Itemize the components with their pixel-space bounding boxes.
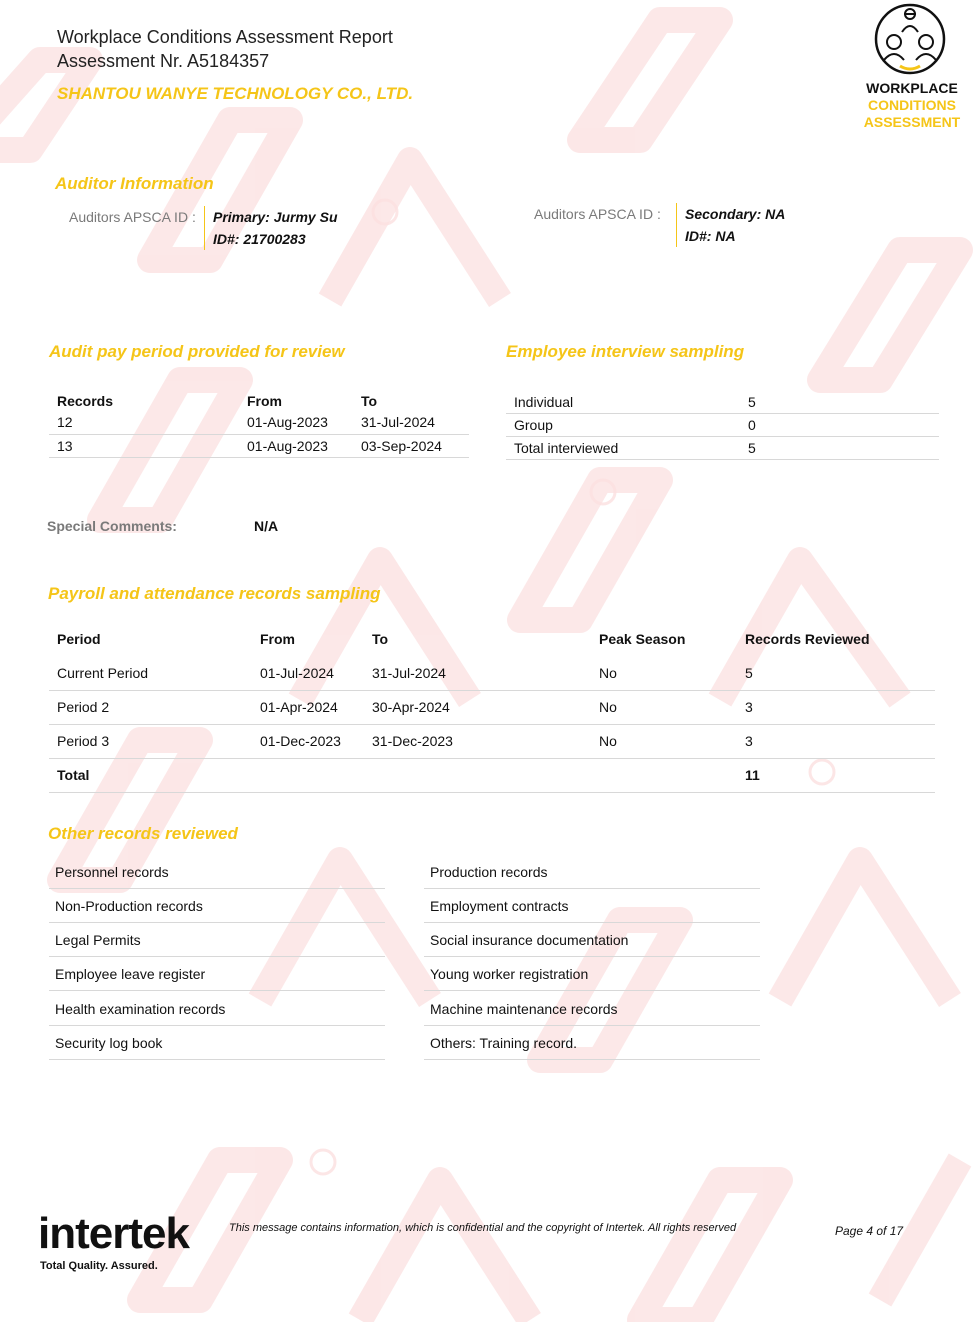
list-item: Personnel records — [49, 855, 385, 889]
cell: 01-Aug-2023 — [239, 411, 353, 434]
page-number: Page 4 of 17 — [835, 1224, 904, 1238]
list-item: Security log book — [49, 1026, 385, 1060]
table-row — [506, 391, 939, 413]
col-records: Records — [57, 392, 114, 409]
payroll-title: Payroll and attendance records sampling — [48, 584, 381, 603]
cell: 30-Apr-2024 — [364, 690, 591, 724]
cell: 03-Sep-2024 — [353, 434, 469, 457]
table-row — [506, 436, 939, 459]
table-row — [49, 434, 469, 457]
cell: 5 — [740, 436, 939, 459]
secondary-auditor-id: ID#: NA — [685, 228, 736, 244]
list-item: Production records — [424, 855, 760, 889]
total-row — [49, 758, 935, 792]
table-header-row — [49, 390, 469, 411]
list-item: Others: Training record. — [424, 1026, 760, 1060]
cell: No — [591, 724, 737, 758]
secondary-auditor-label: Auditors APSCA ID : — [534, 206, 661, 222]
other-records-title: Other records reviewed — [48, 824, 238, 843]
special-comments-label: Special Comments: — [47, 518, 177, 534]
list-item: Legal Permits — [49, 923, 385, 957]
primary-auditor-id: ID#: 21700283 — [213, 231, 306, 247]
badge-line-1: WORKPLACE — [866, 80, 958, 96]
pay-period-table — [49, 390, 469, 458]
col-period: Period — [57, 631, 101, 647]
list-item: Employment contracts — [424, 889, 760, 923]
list-item: Non-Production records — [49, 889, 385, 923]
col-peak-season: Peak Season — [599, 631, 686, 647]
cell: 12 — [49, 411, 239, 434]
list-item: Employee leave register — [49, 957, 385, 991]
interview-table — [506, 391, 939, 460]
cell: 13 — [49, 434, 239, 457]
cell: 01-Dec-2023 — [252, 724, 364, 758]
cell: Period 3 — [49, 724, 252, 758]
cell: 01-Apr-2024 — [252, 690, 364, 724]
cell: Group — [506, 413, 740, 436]
col-from: From — [260, 631, 295, 647]
cell: 01-Jul-2024 — [252, 656, 364, 690]
secondary-auditor-box — [676, 203, 785, 247]
confidential-note: This message contains information, which is confidential and the copyright of Intertek. All rights reserved — [229, 1222, 737, 1234]
table-row — [49, 690, 935, 724]
table-row — [49, 724, 935, 758]
total-value: 11 — [737, 758, 935, 792]
col-to: To — [372, 631, 389, 647]
cell: No — [591, 690, 737, 724]
col-to: To — [361, 392, 378, 409]
cell: 3 — [737, 724, 935, 758]
cell: No — [591, 656, 737, 690]
list-item: Machine maintenance records — [424, 992, 760, 1026]
col-records-reviewed: Records Reviewed — [745, 631, 870, 647]
cell: Total interviewed — [506, 436, 740, 459]
payroll-table — [49, 622, 935, 793]
primary-auditor-label: Auditors APSCA ID : — [69, 209, 196, 225]
auditor-section-title: Auditor Information — [55, 174, 214, 193]
cell: Period 2 — [49, 690, 252, 724]
cell: 01-Aug-2023 — [239, 434, 353, 457]
table-row — [49, 656, 935, 690]
cell: Current Period — [49, 656, 252, 690]
cell: 5 — [737, 656, 935, 690]
special-comments-value: N/A — [254, 518, 279, 534]
interview-title: Employee interview sampling — [506, 342, 745, 361]
workers-icon — [870, 2, 950, 76]
list-item: Social insurance documentation — [424, 923, 760, 957]
badge-line-3: ASSESSMENT — [863, 114, 961, 130]
assessment-number: Assessment Nr. A5184357 — [57, 51, 270, 71]
secondary-auditor-name: Secondary: NA — [685, 206, 786, 222]
intertek-logo: intertek — [38, 1209, 189, 1258]
table-row — [506, 413, 939, 436]
pay-period-title: Audit pay period provided for review — [49, 342, 345, 361]
cell: Individual — [506, 391, 740, 413]
cell: 3 — [737, 690, 935, 724]
cell: 0 — [740, 413, 939, 436]
intertek-tagline: Total Quality. Assured. — [40, 1260, 158, 1272]
cell: 5 — [740, 391, 939, 413]
badge-line-2: CONDITIONS — [868, 97, 956, 113]
company-name: SHANTOU WANYE TECHNOLOGY CO., LTD. — [57, 84, 414, 103]
cell: 31-Jul-2024 — [364, 656, 591, 690]
table-row — [49, 411, 469, 434]
report-title: Workplace Conditions Assessment Report — [57, 27, 393, 47]
table-header-row — [49, 622, 935, 656]
cell: 31-Jul-2024 — [353, 411, 469, 434]
cell: 31-Dec-2023 — [364, 724, 591, 758]
col-from: From — [247, 392, 282, 409]
primary-auditor-name: Primary: Jurmy Su — [213, 209, 338, 225]
total-label: Total — [49, 758, 252, 792]
primary-auditor-box — [204, 206, 338, 250]
list-item: Health examination records — [49, 992, 385, 1026]
list-item: Young worker registration — [424, 957, 760, 991]
wca-badge — [856, 2, 968, 132]
